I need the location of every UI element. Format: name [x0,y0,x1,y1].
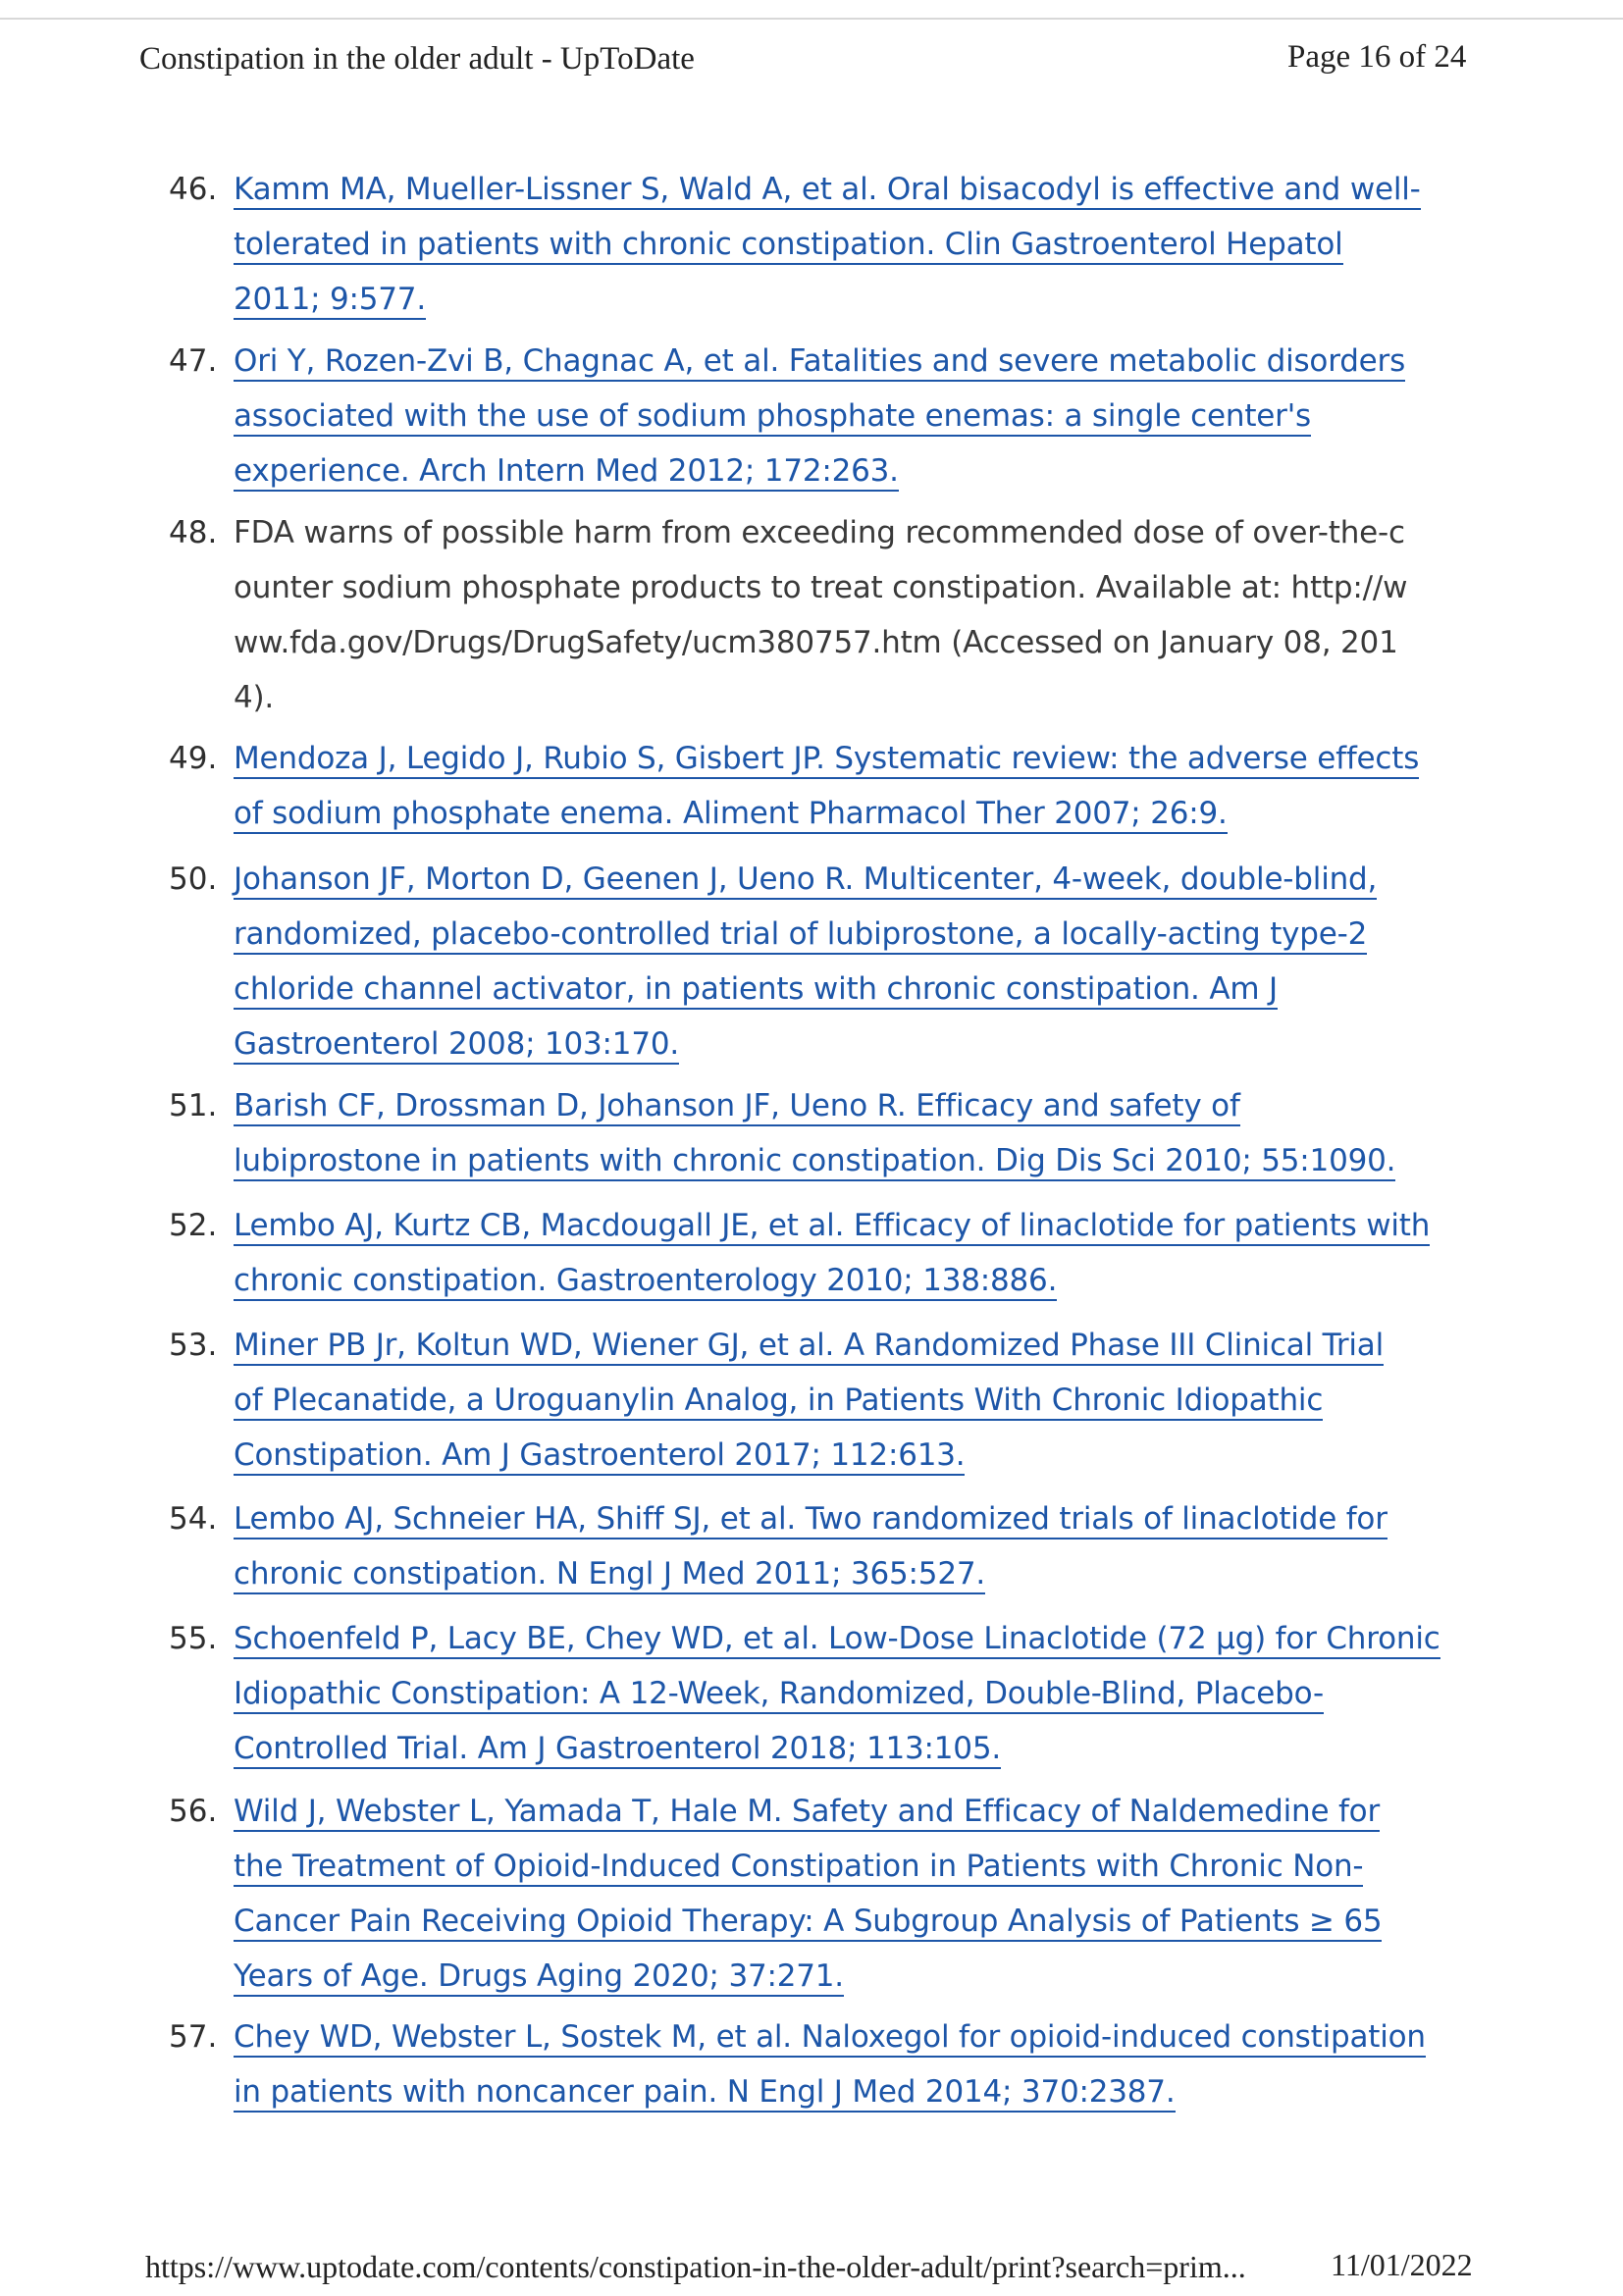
reference-line[interactable]: Gastroenterol 2008; 103:170. [234,1026,679,1065]
reference-line[interactable]: Kamm MA, Mueller-Lissner S, Wald A, et al. Oral bisacodyl is effective and well- [234,172,1421,210]
reference-line[interactable]: lubiprostone in patients with chronic constipation. Dig Dis Sci 2010; 55:1090. [234,1143,1395,1181]
document-title: Constipation in the older adult - UpToDate [139,41,695,77]
reference-line: ounter sodium phosphate products to treat constipation. Available at: http://w [234,570,1408,605]
reference-line[interactable]: associated with the use of sodium phosphate enemas: a single center's [234,398,1311,437]
reference-line[interactable]: chloride channel activator, in patients with chronic constipation. Am J [234,971,1278,1010]
reference-line: FDA warns of possible harm from exceeding recommended dose of over-the-c [234,515,1405,550]
reference-number: 57. [169,2019,218,2055]
reference-line[interactable]: in patients with noncancer pain. N Engl J Med 2014; 370:2387. [234,2074,1176,2113]
reference-line[interactable]: experience. Arch Intern Med 2012; 172:263. [234,453,899,492]
reference-number: 51. [169,1088,218,1123]
reference-line[interactable]: Chey WD, Webster L, Sostek M, et al. Naloxegol for opioid-induced constipation [234,2019,1426,2058]
reference-line[interactable]: Schoenfeld P, Lacy BE, Chey WD, et al. Low-Dose Linaclotide (72 µg) for Chronic [234,1621,1440,1659]
reference-line[interactable]: of sodium phosphate enema. Aliment Pharmacol Ther 2007; 26:9. [234,796,1228,834]
reference-line[interactable]: chronic constipation. N Engl J Med 2011; 365:527. [234,1556,985,1594]
reference-link[interactable] [234,852,1470,1071]
reference-line[interactable]: Ori Y, Rozen-Zvi B, Chagnac A, et al. Fatalities and severe metabolic disorders [234,343,1405,382]
reference-line[interactable]: Miner PB Jr, Koltun WD, Wiener GJ, et al. A Randomized Phase III Clinical Trial [234,1328,1384,1366]
top-divider [0,18,1623,20]
footer-url: https://www.uptodate.com/contents/constipation-in-the-older-adult/print?search=prim... [145,2249,1246,2284]
reference-line[interactable]: Cancer Pain Receiving Opioid Therapy: A Subgroup Analysis of Patients ≥ 65 [234,1904,1382,1942]
reference-line[interactable]: Idiopathic Constipation: A 12-Week, Randomized, Double-Blind, Placebo- [234,1676,1324,1714]
reference-line: 4). [234,680,275,715]
reference-link[interactable] [234,1078,1470,1188]
reference-number: 48. [169,515,218,550]
reference-line[interactable]: Barish CF, Drossman D, Johanson JF, Ueno R. Efficacy and safety of [234,1088,1240,1126]
reference-line[interactable]: of Plecanatide, a Uroguanylin Analog, in Patients With Chronic Idiopathic [234,1383,1323,1421]
reference-line[interactable]: chronic constipation. Gastroenterology 2010; 138:886. [234,1263,1057,1301]
reference-line[interactable]: Lembo AJ, Kurtz CB, Macdougall JE, et al. Efficacy of linaclotide for patients with [234,1208,1430,1246]
reference-line[interactable]: randomized, placebo-controlled trial of lubiprostone, a locally-acting type-2 [234,916,1367,955]
reference-number: 53. [169,1328,218,1363]
reference-link[interactable] [234,1318,1470,1483]
reference-line[interactable]: Controlled Trial. Am J Gastroenterol 2018; 113:105. [234,1731,1001,1769]
reference-link[interactable] [234,731,1470,841]
reference-link[interactable] [234,162,1470,327]
reference-line[interactable]: Lembo AJ, Schneier HA, Shiff SJ, et al. Two randomized trials of linaclotide for [234,1501,1387,1539]
page-number: Page 16 of 24 [1287,39,1467,75]
reference-number: 52. [169,1208,218,1243]
reference-line[interactable]: 2011; 9:577. [234,282,426,320]
reference-link[interactable] [234,1784,1470,2004]
reference-number: 56. [169,1794,218,1829]
reference-number: 49. [169,741,218,776]
reference-number: 50. [169,861,218,897]
reference-number: 47. [169,343,218,379]
reference-link[interactable] [234,1491,1470,1601]
footer-date: 11/01/2022 [1331,2247,1473,2282]
reference-number: 46. [169,172,218,207]
reference-line: ww.fda.gov/Drugs/DrugSafety/ucm380757.htm (Accessed on January 08, 201 [234,625,1398,660]
reference-link[interactable] [234,2009,1470,2119]
reference-number: 55. [169,1621,218,1656]
reference-link[interactable] [234,1611,1470,1776]
reference-line[interactable]: the Treatment of Opioid-Induced Constipation in Patients with Chronic Non- [234,1849,1363,1887]
reference-line[interactable]: Years of Age. Drugs Aging 2020; 37:271. [234,1958,844,1997]
reference-line[interactable]: tolerated in patients with chronic constipation. Clin Gastroenterol Hepatol [234,227,1343,265]
reference-link[interactable] [234,334,1470,498]
reference-line[interactable]: Mendoza J, Legido J, Rubio S, Gisbert JP. Systematic review: the adverse effects [234,741,1419,779]
reference-line[interactable]: Wild J, Webster L, Yamada T, Hale M. Safety and Efficacy of Naldemedine for [234,1794,1380,1832]
reference-number: 54. [169,1501,218,1537]
reference-line[interactable]: Johanson JF, Morton D, Geenen J, Ueno R. Multicenter, 4-week, double-blind, [234,861,1377,900]
reference-link[interactable] [234,1198,1470,1308]
reference-line[interactable]: Constipation. Am J Gastroenterol 2017; 112:613. [234,1437,965,1476]
reference-text [234,505,1470,725]
